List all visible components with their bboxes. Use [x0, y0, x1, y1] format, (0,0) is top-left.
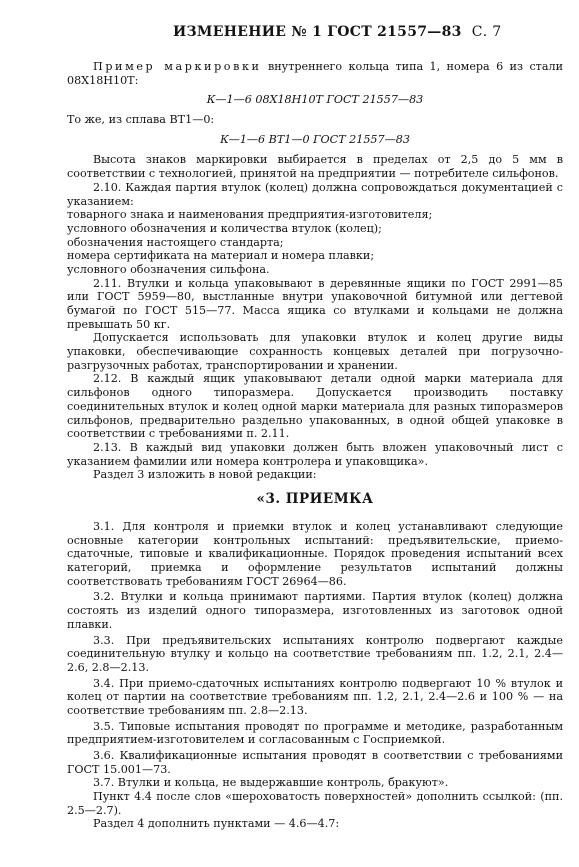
marking-example-text: внутреннего кольца типа 1, номера 6 из стали 08Х18Н10Т:: [67, 60, 563, 87]
clause-3-4: 3.4. При приемо-сдаточных испытаниях контролю подвергают 10 % втулок и колец от партии на соответствие требованиям пп. 1.2, 2.1, 2.4—2.6 и 100 % — на соответствие требованиям пп. 2.8—2.13.: [67, 676, 563, 717]
marking-example-lead: Пример маркировки: [93, 60, 262, 73]
clause-2-10-item: товарного знака и наименования предприятия-изготовителя;: [67, 208, 433, 222]
marking-example-paragraph: [67, 60, 563, 87]
clause-3-2: 3.2. Втулки и кольца принимают партиями. Партия втулок (колец) должна состоять из изделий одного типоразмера, изготовленных из заготовок одной плавки.: [67, 590, 563, 631]
page-number: С. 7: [471, 24, 502, 40]
clause-3-7: 3.7. Втулки и кольца, не выдержавшие контроль, бракуют».: [93, 776, 449, 790]
clause-2-11-allowed: Допускается использовать для упаковки втулок и колец другие виды упаковки, обеспечивающие сохранность концевых деталей при погрузочно-разгрузочных работах, транспортировании и хранении.: [67, 331, 563, 372]
page-header: [173, 26, 553, 40]
clause-2-13: 2.13. В каждый вид упаковки должен быть вложен упаковочный лист с указанием фамилии или номера контролера и упаковщика».: [67, 440, 563, 468]
marking-formula-2: К—1—6 ВТ1—0 ГОСТ 21557—83: [220, 132, 410, 146]
clause-4-4-amendment: Пункт 4.4 после слов «шероховатость поверхностей» дополнить ссылкой: (пп. 2.5—2.7).: [67, 790, 563, 817]
section-3-block: [67, 520, 563, 831]
marking-formula-1: К—1—6 08Х18Н10Т ГОСТ 21557—83: [206, 93, 424, 107]
marking-alloy-label: То же, из сплава ВТ1—0:: [67, 113, 215, 127]
header-title: ИЗМЕНЕНИЕ № 1 ГОСТ 21557—83: [173, 24, 462, 40]
clause-2-10-item: условного обозначения и количества втулок (колец);: [67, 221, 382, 235]
section-3-title: «3. ПРИЕМКА: [256, 491, 374, 507]
section-4-amendment: Раздел 4 дополнить пунктами — 4.6—4.7:: [93, 817, 340, 831]
clause-2-11: 2.11. Втулки и кольца упаковывают в деревянные ящики по ГОСТ 2991—85 или ГОСТ 5959—80, выстланные внутри упаковочной битумной или дегтевой бумагой по ГОСТ 515—77. Масса ящика со втулками и кольцами не должна превышать 50 кг.: [67, 276, 563, 331]
clause-3-6: 3.6. Квалификационные испытания проводят в соответствии с требованиями ГОСТ 15.001—73.: [67, 749, 563, 776]
clause-2-10-item: условного обозначения сильфона.: [67, 262, 270, 276]
marking-example-block: [67, 60, 563, 482]
clause-2-12: 2.12. В каждый ящик упаковывают детали одной марки материала для сильфонов одного типоразмера. Допускается производить поставку соединительных втулок и колец одной марки материала для разных типоразмеров сильфонов, предварительно раздельно упакованных, в одной общей упаковке в соответствии с требованиями п. 2.11.: [67, 372, 563, 441]
clause-2-10-item: обозначения настоящего стандарта;: [67, 235, 284, 249]
clause-3-3: 3.3. При предъявительских испытаниях контролю подвергают каждые соединительную втулку и кольцо на соответствие требованиям пп. 1.2, 2.1, 2.4—2.6, 2.8—2.13.: [67, 633, 563, 674]
marking-height-paragraph: Высота знаков маркировки выбирается в пределах от 2,5 до 5 мм в соответствии с технологией, принятой на предприятии — потребителе сильфонов.: [67, 153, 563, 181]
section-3-note: Раздел 3 изложить в новой редакции:: [93, 468, 317, 482]
clause-3-5: 3.5. Типовые испытания проводят по программе и методике, разработанным предприятием-изготовителем и согласованным с Госприемкой.: [67, 719, 563, 747]
clause-3-1: 3.1. Для контроля и приемки втулок и колец устанавливают следующие основные категории контрольных испытаний: предъявительские, приемо-сдаточные, типовые и квалификационные. Порядок проведения испытаний всех категорий, приемка и оформление результатов испытаний должны соответствовать требованиям ГОСТ 26964—86.: [67, 520, 563, 588]
clause-2-10: 2.10. Каждая партия втулок (колец) должна сопровождаться документацией с указанием:: [67, 180, 563, 208]
clause-2-10-item: номера сертификата на материал и номера плавки;: [67, 249, 375, 263]
